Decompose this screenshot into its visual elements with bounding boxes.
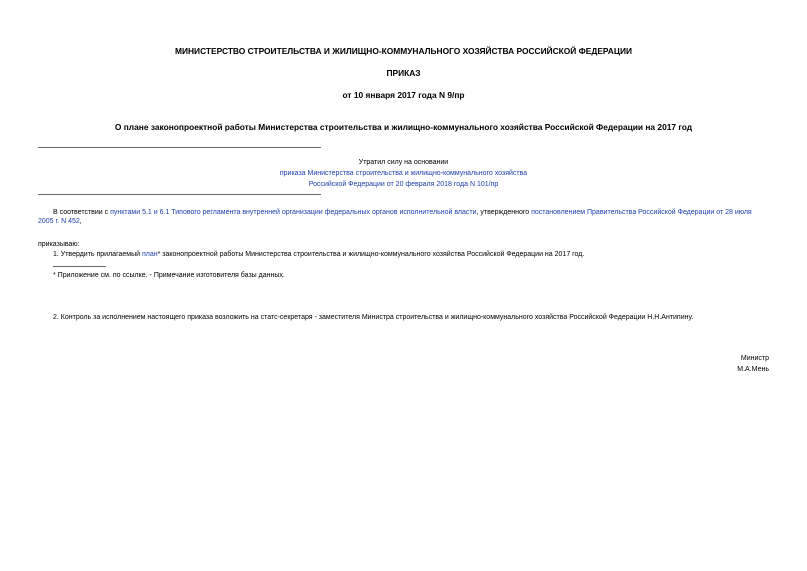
footnote-divider (53, 266, 106, 267)
preamble-mid: , утвержденного (476, 209, 532, 216)
status-note-link-line3[interactable]: Российской Федерации от 20 февраля 2018 года N 101/пр (308, 181, 499, 188)
signature-title: Министр (740, 355, 769, 362)
divider-bottom (38, 194, 321, 195)
divider-top (38, 147, 321, 148)
item-2: 2. Контроль за исполнением настоящего приказа возложить на статс-секретаря - заместителя Министра строительства и жилищно-коммунального хозяйства Российской Федерации Н.Н.Антипину. (53, 314, 694, 321)
preamble-link-resolution[interactable]: постановлением Правительства Российской Федерации от 28 июля (531, 209, 752, 216)
preamble-link-resolution-cont[interactable]: 2005 г. N 452 (38, 218, 80, 225)
subject-heading: О плане законопроектной работы Министерства строительства и жилищно-коммунального хозяйства Российской Федерации на 2017 год (114, 122, 693, 132)
status-note-line1: Утратил силу на основании (358, 159, 449, 166)
item1-rest: * законопроектной работы Министерства строительства и жилищно-коммунального хозяйства Российской Федерации на 2017 год. (157, 251, 585, 258)
doc-type-heading: ПРИКАЗ (386, 68, 421, 78)
preamble-link-regulation[interactable]: пунктами 5.1 и 6.1 Типового регламента внутренней организации федеральных органов исполнительной власти (110, 209, 477, 216)
footnote-text: * Приложение см. по ссылке. - Примечание изготовителя базы данных. (53, 272, 285, 279)
preamble-start: В соответствии с (53, 209, 111, 216)
preamble-end: , (79, 218, 82, 225)
item-1 (53, 250, 773, 259)
plan-link[interactable]: план (141, 251, 158, 258)
item1-start: 1. Утвердить прилагаемый (53, 251, 142, 258)
order-word: приказываю: (38, 241, 80, 248)
signature-name: М.А.Мень (737, 366, 769, 373)
preamble-paragraph (38, 208, 773, 226)
date-number-heading: от 10 января 2017 года N 9/пр (342, 90, 465, 100)
status-note-link-line2[interactable]: приказа Министерства строительства и жилищно-коммунального хозяйства (279, 170, 528, 177)
ministry-heading: МИНИСТЕРСТВО СТРОИТЕЛЬСТВА И ЖИЛИЩНО-КОММУНАЛЬНОГО ХОЗЯЙСТВА РОССИЙСКОЙ ФЕДЕРАЦИИ (175, 46, 632, 56)
